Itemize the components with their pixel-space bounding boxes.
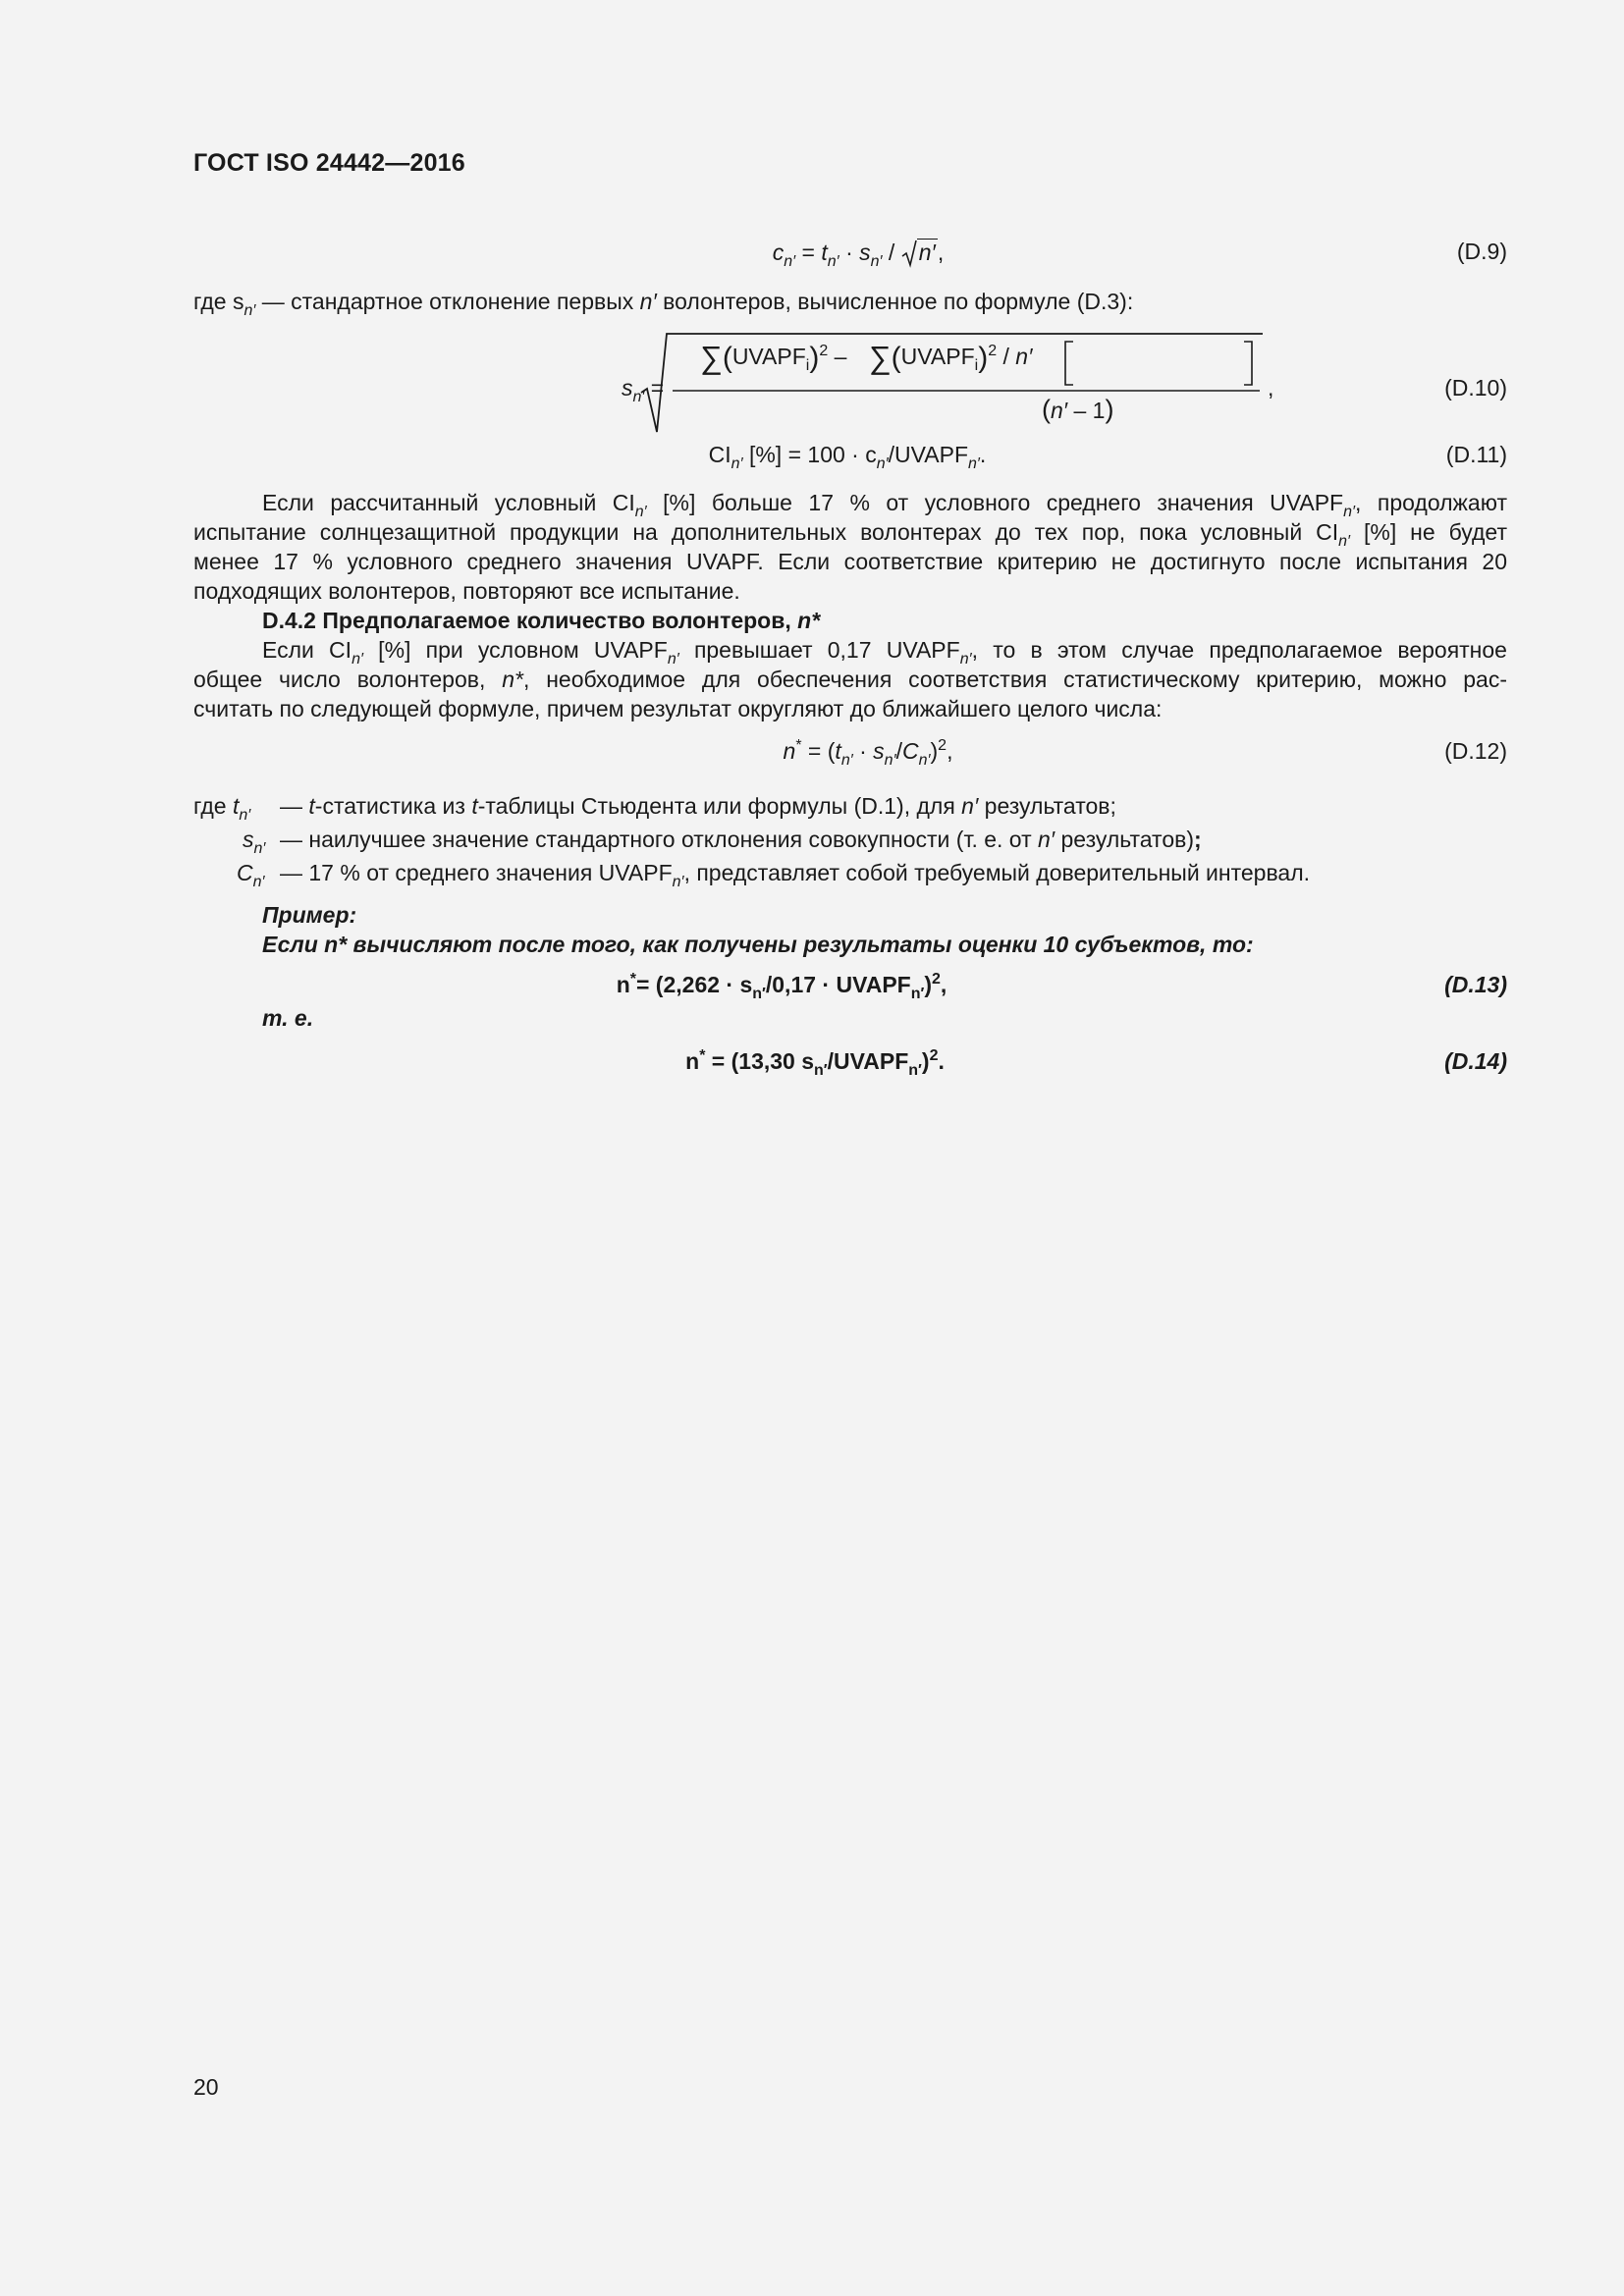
para2-line2: общее число волонтеров, n*, необходимое для обеспечения соответствия статистическому критерию, можно рас-	[193, 667, 1507, 692]
equation-number-d10: (D.10)	[1444, 375, 1507, 400]
para1-line2: испытание солнцезащитной продукции на дополнительных волонтерах до тех пор, пока условный $CI_{n'}$ [%] не будет	[193, 519, 1507, 550]
definition-c-text: — 17 % от среднего значения $UVAPF_{n'}$, представляет собой требуемый доверительный интервал.	[280, 860, 1311, 890]
example-te: т. е.	[262, 1005, 314, 1031]
formula-d13: $n^*= (2,262 \cdot s_{n'}/0,17$ · $UVAPF_{n'})^2$,	[616, 971, 947, 1002]
equation-d9	[193, 239, 1507, 278]
definition-s: $s_{n'}$	[243, 827, 266, 857]
definition-t: где $t_{n'}$	[193, 793, 251, 824]
equation-d14	[193, 1048, 1507, 1088]
section-title: D.4.2 Предполагаемое количество волонтеров, n*	[262, 608, 821, 633]
formula-d12: $n^* = (t_{n'} \cdot s_{n'}/C_{n'})^2$,	[783, 737, 953, 769]
equation-number-d13: (D.13)	[1444, 972, 1507, 997]
para2-line3: считать по следующей формуле, причем результат округляют до ближайшего целого числа:	[193, 696, 1163, 721]
definition-t-text: — t-статистика из t-таблицы Стьюдента или формулы (D.1), для n′ результатов;	[280, 793, 1116, 819]
para1-line4: подходящих волонтеров, повторяют все испытание.	[193, 578, 740, 604]
definition-s-text: — наилучшее значение стандартного отклонения совокупности (т. е. от n′ результатов);	[280, 827, 1202, 852]
equation-number-d12: (D.12)	[1444, 738, 1507, 764]
equation-number-d11: (D.11)	[1445, 442, 1507, 467]
para1-line1: Если рассчитанный условный $CI_{n'}$ [%] больше 17 % от условного среднего значения $UVAPF_{n'}$, продолжают	[262, 490, 1507, 520]
where-sn-line: где $s_{n'}$ — стандартное отклонение первых n′ волонтеров, вычисленное по формуле (D.3):	[193, 289, 1134, 319]
formula-d9: $c_{n'} = t_{n'} \cdot s_{n'} / n'$,	[772, 240, 945, 270]
equation-d10: $s_{n'}$ = $\sum(UVAPF_i)^2$ – $\sum(UVAPF_i)^2 / n'$ (n′ – 1) , (D.10)	[193, 330, 1507, 436]
page-number: 20	[193, 2074, 219, 2100]
para2-line1: Если $CI_{n'}$ [%] при условном $UVAPF_{n'}$ превышает 0,17 $UVAPF_{n'}$, то в этом случае предполагаемое вероятное	[262, 637, 1507, 667]
equation-number-d14: (D.14)	[1444, 1048, 1507, 1074]
formula-d11: $CI_{n'}$ [%] = $100 \cdot c_{n'}/UVAPF_{n'}$.	[708, 442, 987, 472]
formula-d14: n* = (13,30 $s_{n'}/UVAPF_{n'})^2$.	[685, 1047, 945, 1079]
example-text: Если n* вычисляют после того, как получены результаты оценки 10 субъектов, то:	[262, 932, 1254, 957]
formula-d10-denominator: (n′ – 1)	[1042, 395, 1114, 424]
formula-d10-numerator: $\sum(UVAPF_i)^2$ – $\sum(UVAPF_i)^2 / n'$	[700, 340, 1033, 375]
formula-d10-lhs: $s_{n'}$ =	[622, 375, 665, 405]
equation-d12	[193, 738, 1507, 777]
equation-number-d9: (D.9)	[1456, 239, 1507, 264]
example-label: Пример:	[262, 902, 357, 928]
sqrt-sign-icon	[901, 239, 917, 268]
equation-d11	[193, 442, 1507, 481]
definition-c: $C_{n'}$	[237, 860, 265, 890]
document-header: ГОСТ ISO 24442—2016	[193, 149, 465, 177]
para1-line3: менее 17 % условного среднего значения UVAPF. Если соответствие критерию не достигнуто после испытания 20	[193, 549, 1507, 574]
